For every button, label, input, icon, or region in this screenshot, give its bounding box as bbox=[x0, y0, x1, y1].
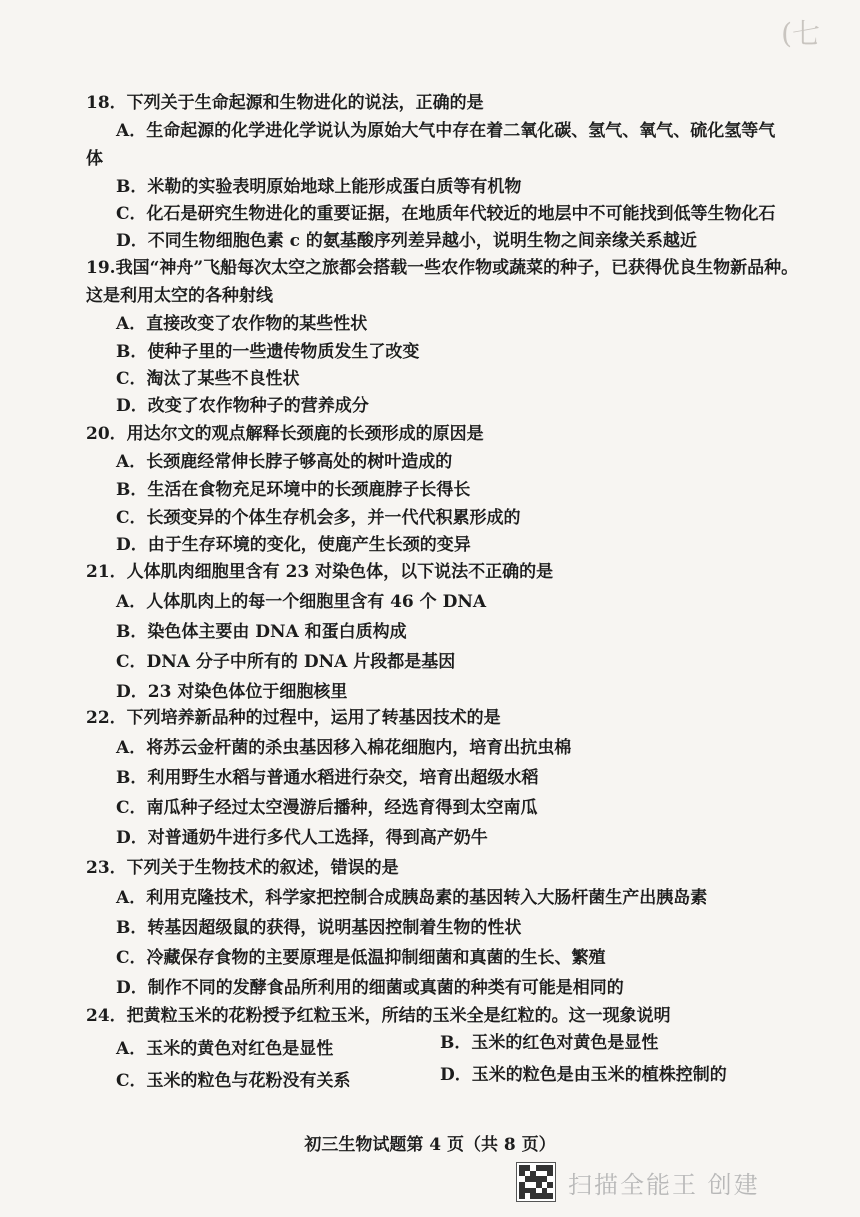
question-21-option-b: B．染色体主要由 DNA 和蛋白质构成 bbox=[116, 622, 407, 642]
scanner-watermark bbox=[516, 1162, 760, 1202]
corner-mark: (七 bbox=[781, 17, 820, 50]
question-19-option-a: A．直接改变了农作物的某些性状 bbox=[116, 314, 368, 334]
question-21-option-c: C．DNA 分子中所有的 DNA 片段都是基因 bbox=[116, 652, 456, 672]
question-23-option-a: A．利用克隆技术，科学家把控制合成胰岛素的基因转入大肠杆菌生产出胰岛素 bbox=[116, 888, 708, 908]
question-21-option-a: A．人体肌肉上的每一个细胞里含有 46 个 DNA bbox=[116, 592, 487, 612]
question-22-option-c: C．南瓜种子经过太空漫游后播种，经选育得到太空南瓜 bbox=[116, 798, 538, 818]
question-20-option-c: C．长颈变异的个体生存机会多，并一代代积累形成的 bbox=[116, 508, 521, 528]
question-18-option-b: B．米勒的实验表明原始地球上能形成蛋白质等有机物 bbox=[116, 177, 522, 197]
question-23-option-d: D．制作不同的发酵食品所利用的细菌或真菌的种类有可能是相同的 bbox=[116, 978, 624, 998]
question-19-option-b: B．使种子里的一些遗传物质发生了改变 bbox=[116, 342, 420, 362]
page-footer: 初三生物试题第 4 页（共 8 页） bbox=[304, 1135, 556, 1155]
question-22-option-b: B．利用野生水稻与普通水稻进行杂交，培育出超级水稻 bbox=[116, 768, 539, 788]
watermark-text: 扫描全能王 创建 bbox=[568, 1170, 760, 1199]
question-18-option-d: D．不同生物细胞色素 c 的氨基酸序列差异越小，说明生物之间亲缘关系越近 bbox=[116, 231, 697, 251]
question-18-option-a-cont: 体 bbox=[86, 149, 103, 169]
question-22-option-a: A．将苏云金杆菌的杀虫基因移入棉花细胞内，培育出抗虫棉 bbox=[116, 738, 572, 758]
question-18-option-c: C．化石是研究生物进化的重要证据，在地质年代较近的地层中不可能找到低等生物化石 bbox=[116, 204, 776, 224]
question-19-stem-cont: 这是利用太空的各种射线 bbox=[86, 286, 273, 306]
question-20-option-a: A．长颈鹿经常伸长脖子够高处的树叶造成的 bbox=[116, 452, 453, 472]
question-21-option-d: D．23 对染色体位于细胞核里 bbox=[116, 682, 348, 702]
question-22-option-d: D．对普通奶牛进行多代人工选择，得到高产奶牛 bbox=[116, 828, 488, 848]
question-19-stem: 19.我国“神舟”飞船每次太空之旅都会搭载一些农作物或蔬菜的种子，已获得优良生物新品种。 bbox=[86, 258, 799, 278]
question-20-option-d: D．由于生存环境的变化，使鹿产生长颈的变异 bbox=[116, 535, 471, 555]
question-22-stem: 22．下列培养新品种的过程中，运用了转基因技术的是 bbox=[86, 708, 501, 728]
question-19-option-d: D．改变了农作物种子的营养成分 bbox=[116, 396, 369, 416]
question-18-option-a: A．生命起源的化学进化学说认为原始大气中存在着二氧化碳、氢气、氧气、硫化氢等气 bbox=[116, 121, 776, 141]
question-24-stem: 24．把黄粒玉米的花粉授予红粒玉米，所结的玉米全是红粒的。这一现象说明 bbox=[86, 1006, 671, 1026]
question-24-option-b: B．玉米的红色对黄色是显性 bbox=[440, 1033, 659, 1053]
question-19-option-c: C．淘汰了某些不良性状 bbox=[116, 369, 300, 389]
question-21-stem: 21．人体肌肉细胞里含有 23 对染色体，以下说法不正确的是 bbox=[86, 562, 554, 582]
question-24-option-c: C．玉米的粒色与花粉没有关系 bbox=[116, 1071, 351, 1091]
question-24-option-d: D．玉米的粒色是由玉米的植株控制的 bbox=[440, 1065, 727, 1085]
question-20-option-b: B．生活在食物充足环境中的长颈鹿脖子长得长 bbox=[116, 480, 471, 500]
question-18-stem: 18．下列关于生命起源和生物进化的说法，正确的是 bbox=[86, 93, 484, 113]
question-23-option-c: C．冷藏保存食物的主要原理是低温抑制细菌和真菌的生长、繁殖 bbox=[116, 948, 606, 968]
question-23-option-b: B．转基因超级鼠的获得，说明基因控制着生物的性状 bbox=[116, 918, 522, 938]
question-20-stem: 20．用达尔文的观点解释长颈鹿的长颈形成的原因是 bbox=[86, 424, 484, 444]
question-23-stem: 23．下列关于生物技术的叙述，错误的是 bbox=[86, 858, 399, 878]
question-24-option-a: A．玉米的黄色对红色是显性 bbox=[116, 1039, 334, 1059]
qr-code-icon bbox=[516, 1162, 556, 1202]
